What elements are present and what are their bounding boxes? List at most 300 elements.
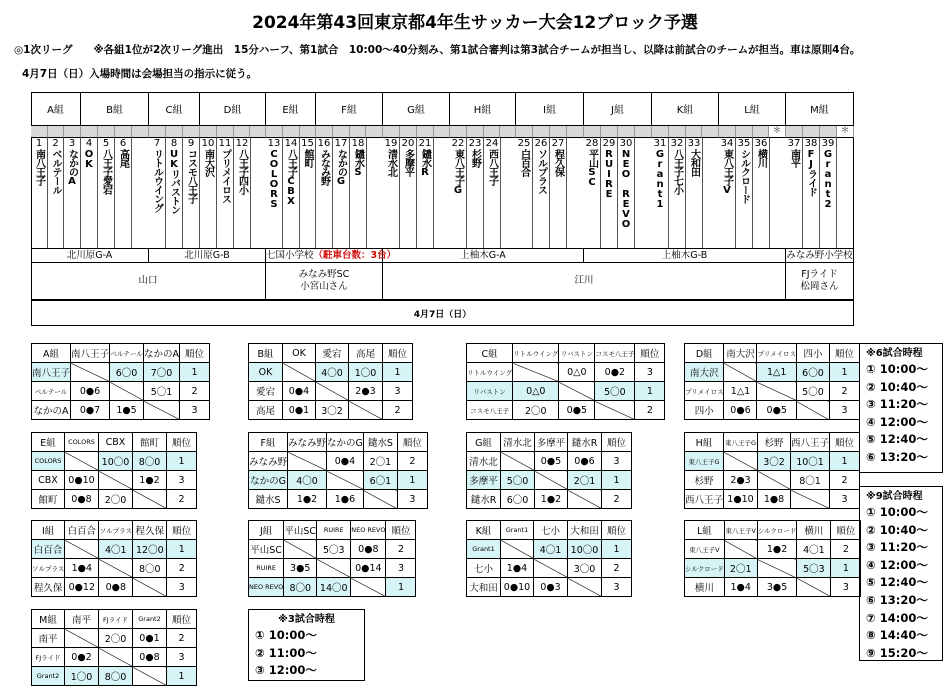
rank-cell: 3: [829, 401, 859, 420]
team-number: 19: [384, 138, 398, 149]
strip-cell: [434, 126, 450, 138]
score-cell: 4〇1: [534, 540, 568, 559]
score-cell: 8〇0: [284, 578, 317, 597]
self-cell: [110, 382, 144, 401]
team-number: 32: [670, 138, 684, 149]
score-cell: 10〇1: [791, 452, 830, 471]
parking-note: （駐車台数：3台）: [313, 250, 397, 261]
rank-cell: 3: [167, 471, 197, 490]
rank-cell: 1: [167, 452, 197, 471]
league-note: ◎1次リーグ ※各組1位が2次リーグ進出 15分ハーフ、第1試合 10:00～40分刻み、第1試合審判は第3試合チームが担当し、以降は前試合のチームが担当。車は原則4台。: [14, 44, 861, 56]
opponent-header: 平山SC: [284, 521, 317, 540]
rank-header: 順位: [167, 610, 197, 629]
schedule-box: [248, 609, 365, 681]
opponent-header: 西八王子: [791, 433, 830, 452]
score-cell: 10〇0: [568, 540, 602, 559]
rank-cell: 2: [635, 401, 665, 420]
team-label: シルクロード: [685, 559, 725, 578]
venue-label: [266, 248, 397, 263]
page-title: 2024年第43回東京都4年生サッカー大会12ブロック予選: [252, 13, 698, 33]
self-cell: [568, 578, 602, 597]
team-name: 八王子七小: [671, 149, 683, 194]
team-name: NEO REVO: [620, 149, 632, 229]
team-number: 4: [85, 138, 93, 149]
team-number: 18: [351, 138, 365, 149]
team-label: 横川: [685, 578, 725, 597]
score-cell: 6〇1: [363, 471, 397, 490]
team-number: 3: [68, 138, 76, 149]
strip-cell: [400, 126, 417, 138]
team-label: 南八王子: [32, 363, 71, 382]
rank-header: 順位: [831, 521, 861, 540]
team-number: 13: [267, 138, 281, 149]
team-name: 平山SC: [586, 149, 598, 187]
schedule-time: ④ 12:00～: [866, 414, 928, 429]
rank-cell: 3: [635, 363, 665, 382]
team-name: 南八王子: [33, 149, 45, 185]
opponent-header: Grant2: [133, 610, 167, 629]
rank-header: 順位: [383, 344, 413, 363]
score-cell: 1〇0: [65, 667, 99, 686]
league-table: [31, 609, 197, 686]
team-column: [601, 138, 618, 248]
team-number: 30: [619, 138, 633, 149]
strip-cell: [234, 126, 250, 138]
strip-cell: [283, 126, 300, 138]
score-cell: 0●10: [65, 471, 99, 490]
score-cell: 0●8: [65, 490, 99, 509]
self-cell: [501, 540, 534, 559]
team-column: [149, 138, 166, 248]
strip-cell: [149, 126, 166, 138]
strip-cell: [719, 126, 736, 138]
self-cell: [595, 401, 635, 420]
score-cell: 4〇1: [99, 540, 133, 559]
strip-cell: [618, 126, 635, 138]
schedule-time: ③ 11:20～: [866, 540, 928, 555]
score-cell: 1●2: [288, 490, 327, 509]
team-column: [686, 138, 703, 248]
score-cell: 5〇3: [797, 559, 831, 578]
group-header: J組: [584, 92, 652, 126]
team-name: ソルプラス: [535, 149, 547, 194]
team-label: 東八王子G: [685, 452, 724, 471]
rank-cell: 2: [167, 490, 197, 509]
group-label: C組: [467, 344, 513, 363]
rank-cell: 1: [167, 667, 197, 686]
group-label: A組: [32, 344, 71, 363]
score-cell: 1●4: [501, 559, 534, 578]
strip-cell: [64, 126, 81, 138]
rank-header: 順位: [602, 521, 632, 540]
score-cell: 4〇0: [316, 363, 349, 382]
team-name: 西八王子: [486, 149, 498, 185]
rank-header: 順位: [830, 433, 860, 452]
self-cell: [534, 559, 568, 578]
strip-cell: [200, 126, 217, 138]
self-cell: [501, 452, 535, 471]
team-name: 八王子CBX: [285, 149, 297, 206]
score-cell: 14〇0: [317, 578, 351, 597]
self-cell: [758, 471, 791, 490]
rank-cell: 2: [167, 559, 197, 578]
score-cell: 2〇0: [513, 401, 559, 420]
entry-note: 4月7日（日）入場時間は会場担当の指示に従う。: [22, 68, 258, 80]
score-cell: 3〇2: [758, 452, 791, 471]
opponent-header: 多摩平: [535, 433, 568, 452]
self-cell: [513, 363, 559, 382]
strip-cell: [500, 126, 516, 138]
team-label: 南大沢: [685, 363, 724, 382]
self-cell: [724, 540, 757, 559]
league-table: [31, 432, 197, 509]
group-header: I組: [516, 92, 584, 126]
referee-name: みなみ野SC: [298, 269, 350, 280]
team-name: ベルテール: [50, 149, 61, 194]
score-cell: 1△1: [724, 382, 757, 401]
rank-cell: 2: [383, 401, 413, 420]
asterisk-cell: ＊: [769, 126, 786, 138]
strip-cell: [383, 126, 400, 138]
rank-header: 順位: [635, 344, 665, 363]
team-column: [383, 138, 400, 248]
team-column: [803, 138, 820, 248]
self-cell: [133, 490, 167, 509]
schedule-time: ⑤ 12:40～: [866, 575, 928, 590]
referee-cell: 江川: [383, 263, 786, 300]
self-cell: [65, 452, 99, 471]
team-number: 9: [187, 138, 195, 149]
venue-label: 北川原G-B: [149, 248, 266, 263]
team-column: [736, 138, 753, 248]
group-header: K組: [652, 92, 719, 126]
team-name: 程久保: [552, 149, 564, 176]
score-cell: 0●3: [534, 578, 568, 597]
league-table: [684, 432, 860, 509]
rank-cell: 3: [167, 578, 197, 597]
team-name: 八王子四小: [236, 149, 248, 194]
schedule-title: ※9試合時程: [866, 491, 923, 502]
opponent-header: プリメイロス: [757, 344, 796, 363]
schedule-time: ① 10:00～: [255, 628, 317, 642]
group-label: I組: [32, 521, 65, 540]
group-label: L組: [685, 521, 725, 540]
team-number: 21: [418, 138, 432, 149]
rank-cell: 3: [180, 401, 210, 420]
schedule-time: ⑤ 12:40～: [866, 432, 928, 447]
team-label: 杉野: [685, 471, 724, 490]
score-cell: 2〇1: [363, 452, 397, 471]
self-cell: [757, 382, 796, 401]
team-label: 南平: [32, 629, 65, 648]
opponent-header: リトルウイング: [513, 344, 559, 363]
rank-cell: 2: [602, 559, 632, 578]
score-cell: 6〇0: [796, 363, 829, 382]
team-column: [533, 138, 550, 248]
team-number: 39: [821, 138, 835, 149]
score-cell: 5〇0: [796, 382, 829, 401]
schedule-time: ⑥ 13:20～: [866, 449, 928, 464]
score-cell: 0●5: [535, 452, 568, 471]
team-column: [484, 138, 501, 248]
team-name: 白百合: [518, 149, 530, 176]
team-number: 11: [218, 138, 232, 149]
schedule-time: ⑨ 15:20～: [866, 645, 928, 660]
strip-cell: [81, 126, 98, 138]
opponent-header: COLORS: [65, 433, 99, 452]
self-cell: [99, 471, 133, 490]
rank-cell: 2: [180, 382, 210, 401]
group-header: M組: [786, 92, 854, 126]
score-cell: 5〇0: [595, 382, 635, 401]
group-header: F組: [316, 92, 383, 126]
group-label: E組: [32, 433, 65, 452]
team-number: 22: [451, 138, 465, 149]
score-cell: 0●10: [501, 578, 534, 597]
self-cell: [288, 452, 327, 471]
team-label: 西八王子: [685, 490, 724, 509]
score-cell: 3〇2: [316, 401, 349, 420]
strip-cell: [250, 126, 266, 138]
score-cell: 1●4: [65, 559, 99, 578]
referee-name: 松岡さん: [800, 281, 839, 292]
team-column: [283, 138, 300, 248]
score-cell: 8〇0: [133, 452, 167, 471]
score-cell: 1〇0: [349, 363, 383, 382]
league-table: [466, 343, 665, 420]
self-cell: [99, 648, 133, 667]
strip-cell: [550, 126, 567, 138]
rank-cell: 1: [831, 559, 861, 578]
league-table: [466, 432, 632, 509]
strip-cell: [333, 126, 350, 138]
strip-cell: [803, 126, 820, 138]
team-name: 杉野: [469, 149, 481, 167]
score-cell: 2〇1: [568, 471, 602, 490]
schedule-box: [859, 486, 943, 661]
team-column: [166, 138, 183, 248]
team-number: 28: [585, 138, 599, 149]
team-name: みなみ野: [318, 149, 330, 185]
strip-cell: [753, 126, 769, 138]
venue-label: みなみ野小学校: [786, 250, 853, 261]
opponent-header: シルクロード: [757, 521, 797, 540]
strip-cell: [567, 126, 584, 138]
schedule-time: ⑥ 13:20～: [866, 592, 928, 607]
self-cell: [535, 471, 568, 490]
team-column: [618, 138, 635, 248]
team-name: プリメイロス: [219, 149, 231, 203]
rank-cell: 3: [397, 490, 427, 509]
team-number: 10: [201, 138, 215, 149]
rank-cell: 2: [829, 382, 859, 401]
schedule-time: ④ 12:00～: [866, 557, 928, 572]
score-cell: 0●8: [99, 578, 133, 597]
team-label: 大和田: [467, 578, 501, 597]
team-column: [719, 138, 736, 248]
group-label: F組: [249, 433, 288, 452]
score-cell: 0●1: [283, 401, 316, 420]
team-number: 5: [102, 138, 110, 149]
group-label: J組: [249, 521, 284, 540]
team-label: NEO REVO: [249, 578, 284, 597]
team-column: [81, 138, 98, 248]
team-name: Grant2: [822, 149, 834, 209]
team-column: [417, 138, 434, 248]
opponent-header: リバストン: [559, 344, 595, 363]
team-number: 1: [35, 138, 43, 149]
team-label: コスモ八王子: [467, 401, 513, 420]
opponent-header: 七小: [534, 521, 568, 540]
opponent-header: 愛宕: [316, 344, 349, 363]
rank-cell: 1: [397, 471, 427, 490]
group-label: G組: [467, 433, 501, 452]
opponent-header: 館町: [133, 433, 167, 452]
rank-cell: 3: [830, 490, 860, 509]
opponent-header: 横川: [797, 521, 831, 540]
league-table: [684, 520, 861, 597]
team-label: COLORS: [32, 452, 65, 471]
team-column: [234, 138, 251, 248]
score-cell: 0△0: [513, 382, 559, 401]
team-label: 高尾: [249, 401, 283, 420]
schedule-time: ① 10:00～: [866, 505, 928, 519]
self-cell: [284, 540, 317, 559]
score-cell: 1●2: [757, 540, 797, 559]
team-name: リトルウイング: [151, 149, 163, 212]
team-label: 館町: [32, 490, 65, 509]
chart-date: 4月7日（日）: [31, 300, 854, 326]
score-cell: 2〇0: [99, 629, 133, 648]
score-cell: 1△1: [757, 363, 796, 382]
score-cell: 0●5: [559, 401, 595, 420]
referee-name: 小宮山さん: [300, 281, 348, 292]
rank-cell: 2: [167, 629, 197, 648]
team-name: コスモ八王子: [185, 149, 197, 203]
team-number: 36: [754, 138, 768, 149]
rank-header: 順位: [167, 433, 197, 452]
opponent-header: FJライド: [99, 610, 133, 629]
score-cell: 1●5: [110, 401, 144, 420]
self-cell: [65, 540, 99, 559]
team-column: [48, 138, 64, 248]
venue-label: 北川原G-A: [31, 248, 149, 263]
team-column: [316, 138, 333, 248]
strip-cell: [516, 126, 533, 138]
schedule-title: ※6試合時程: [866, 348, 923, 359]
strip-cell: [584, 126, 601, 138]
team-number: 38: [804, 138, 818, 149]
strip-cell: [601, 126, 618, 138]
score-cell: 2●3: [349, 382, 383, 401]
team-number: 17: [334, 138, 348, 149]
rank-cell: 2: [602, 490, 632, 509]
team-name: 東八王子G: [452, 149, 464, 195]
strip-cell: [48, 126, 64, 138]
schedule-time: ③ 12:00～: [255, 663, 317, 678]
opponent-header: 清水北: [501, 433, 535, 452]
venue-label: 上柚木G-B: [584, 248, 786, 263]
team-number: 24: [485, 138, 499, 149]
team-column: [467, 138, 484, 248]
score-cell: 0●6: [724, 401, 757, 420]
rank-cell: 1: [829, 363, 859, 382]
team-label: 白百合: [32, 540, 65, 559]
group-header: L組: [719, 92, 786, 126]
self-cell: [724, 452, 758, 471]
rank-cell: 2: [386, 540, 416, 559]
group-label: H組: [685, 433, 724, 452]
opponent-header: 南八王子: [71, 344, 110, 363]
team-name: 東八王子V: [721, 149, 733, 195]
score-cell: 3●5: [757, 578, 797, 597]
strip-cell: [183, 126, 200, 138]
self-cell: [724, 363, 757, 382]
team-label: 東八王子V: [685, 540, 725, 559]
team-name: Grant1: [654, 149, 666, 209]
schedule-time: ② 11:00～: [255, 645, 317, 660]
group-label: B組: [249, 344, 283, 363]
strip-cell: [669, 126, 686, 138]
group-header: D組: [200, 92, 266, 126]
opponent-header: 四小: [796, 344, 829, 363]
opponent-header: 南大沢: [724, 344, 757, 363]
team-name: COLORS: [268, 149, 280, 209]
team-name: UKリバストン: [168, 149, 180, 214]
score-cell: 1●10: [724, 490, 758, 509]
team-label: 程久保: [32, 578, 65, 597]
self-cell: [349, 401, 383, 420]
self-cell: [317, 559, 351, 578]
team-number: 31: [653, 138, 667, 149]
score-cell: 4〇1: [797, 540, 831, 559]
team-number: 26: [534, 138, 548, 149]
team-number: 29: [602, 138, 616, 149]
score-cell: 0●6: [568, 452, 602, 471]
team-column: [753, 138, 770, 248]
team-column: [450, 138, 467, 248]
rank-header: 順位: [386, 521, 416, 540]
team-label: 平山SC: [249, 540, 284, 559]
team-number: 23: [468, 138, 482, 149]
rank-header: 順位: [180, 344, 210, 363]
self-cell: [757, 559, 797, 578]
group-header: B組: [81, 92, 149, 126]
score-cell: 0●7: [71, 401, 110, 420]
score-cell: 8〇0: [99, 667, 133, 686]
team-column: [584, 138, 601, 248]
self-cell: [327, 471, 364, 490]
opponent-header: NEO REVO: [351, 521, 386, 540]
score-cell: 6〇0: [501, 490, 535, 509]
team-name: RUIRE: [603, 149, 615, 199]
team-column: [333, 138, 350, 248]
team-number: 14: [284, 138, 298, 149]
strip-cell: [652, 126, 669, 138]
strip-cell: [484, 126, 500, 138]
strip-cell: [366, 126, 383, 138]
strip-cell: [31, 126, 48, 138]
team-number: 7: [153, 138, 161, 149]
score-cell: 1●6: [327, 490, 364, 509]
opponent-header: なかのG: [327, 433, 364, 452]
rank-cell: 2: [830, 471, 860, 490]
team-name: 八王子愛宕: [100, 149, 112, 194]
team-column: [115, 138, 132, 248]
rank-cell: 1: [167, 540, 197, 559]
venue-label: 七国小学校: [266, 250, 314, 261]
team-label: 鑓水R: [467, 490, 501, 509]
